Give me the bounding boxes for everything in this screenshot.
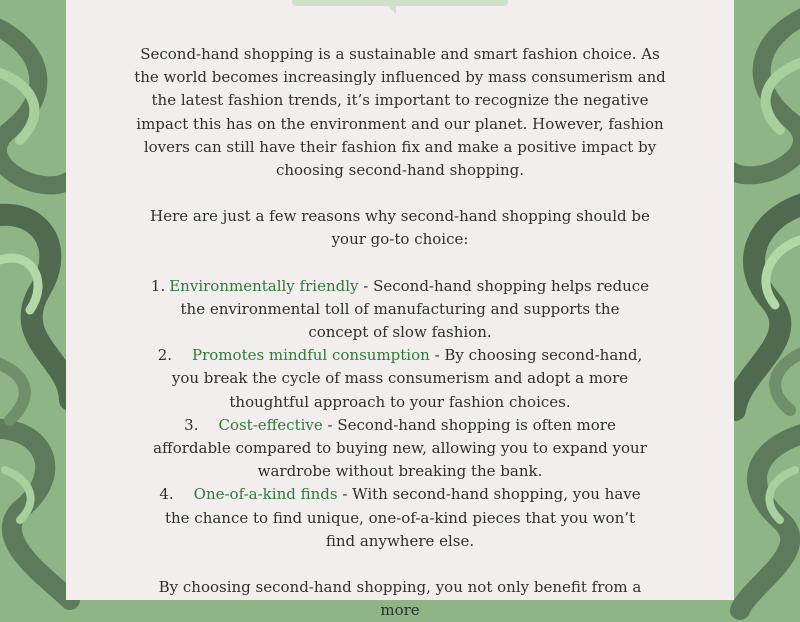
reasons-list <box>66 275 734 553</box>
reason-term: Environmentally friendly <box>169 276 359 295</box>
list-number: 1. <box>150 276 166 295</box>
lead-in-paragraph: Here are just a few reasons why second-hand shopping should be your go-to choice: <box>150 207 650 249</box>
list-number: 2. <box>157 346 173 365</box>
reason-term: Cost-effective <box>218 415 323 434</box>
reason-text: - Second-hand shopping is often more affordable compared to buying new, allowing you to expand your wardrobe without breaking the bank. <box>153 415 647 481</box>
list-item <box>150 275 650 345</box>
reason-text: - By choosing second-hand, you break the cycle of mass consumerism and adopt a more thoughtful approach to your fashion choices. <box>171 346 643 411</box>
article-body <box>66 43 734 622</box>
reason-term: One-of-a-kind finds <box>193 485 338 504</box>
list-item <box>150 414 650 484</box>
intro-paragraph: Second-hand shopping is a sustainable and smart fashion choice. As the world becomes increasingly influenced by mass consumerism and the latest fashion trends, it’s important to recognize the negative impact this has on the environment and our planet. However, fashion lovers can still have their fashion fix and make a positive impact by choosing second-hand shopping. <box>134 45 666 180</box>
reason-text: - Second-hand shopping helps reduce the environmental toll of manufacturing and supports the concept of slow fashion. <box>180 276 650 342</box>
list-item <box>150 344 650 414</box>
top-decoration <box>292 0 508 16</box>
list-item <box>150 483 650 553</box>
closing-paragraph: By choosing second-hand shopping, you not only benefit from a more <box>158 578 642 620</box>
list-number: 4. <box>159 485 174 504</box>
list-number: 3. <box>184 415 199 434</box>
reason-text: - With second-hand shopping, you have the chance to find unique, one-of-a-kind pieces that you won’t find anywhere else. <box>164 485 641 550</box>
reason-term: Promotes mindful consumption <box>192 346 430 365</box>
article-panel <box>66 0 734 620</box>
